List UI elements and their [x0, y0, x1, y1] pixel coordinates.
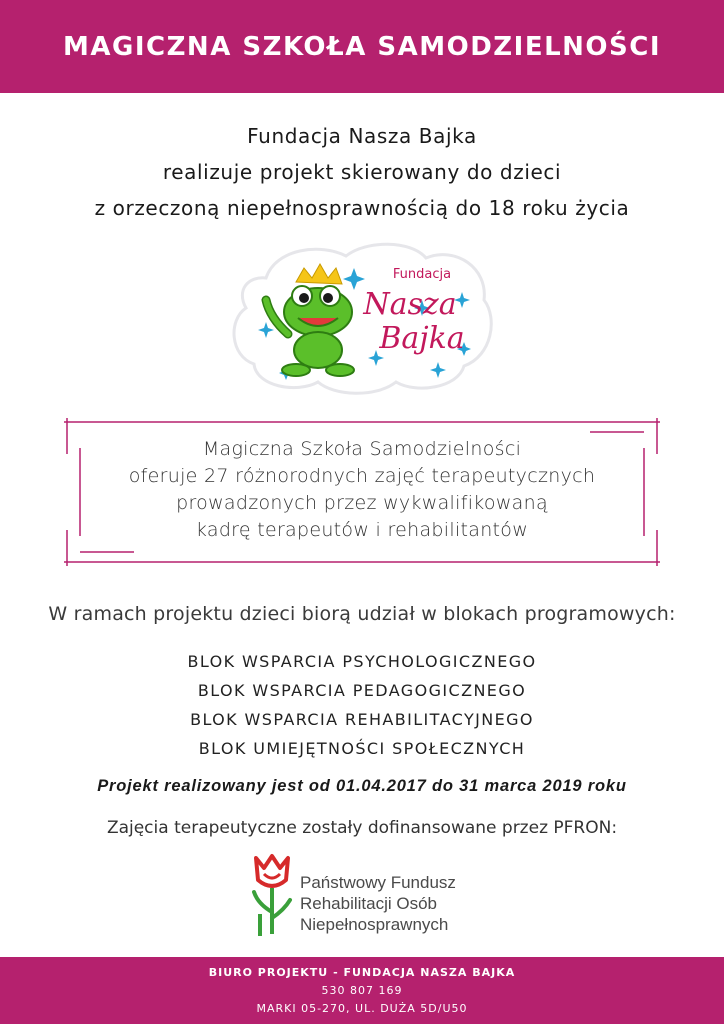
project-period: Projekt realizowany jest od 01.04.2017 do 31 marca 2019 roku [97, 777, 627, 795]
footer-phone: 530 807 169 [321, 984, 403, 997]
pfron-line: Państwowy Fundusz [300, 873, 456, 892]
logo-name-2: Bajka [379, 321, 465, 356]
blocks-list [0, 647, 724, 763]
offer-line: oferuje 27 różnorodnych zajęć terapeutycznych [128, 465, 596, 487]
list-item: BLOK WSPARCIA PEDAGOGICZNEGO [197, 681, 527, 700]
offer-box [64, 418, 660, 566]
page-title: MAGICZNA SZKOŁA SAMODZIELNOŚCI [62, 31, 661, 62]
funding-note: Zajęcia terapeutyczne zostały dofinansowane przez PFRON: [106, 818, 618, 838]
list-item: BLOK WSPARCIA REHABILITACYJNEGO [190, 710, 534, 729]
blocks-heading: W ramach projektu dzieci biorą udział w blokach programowych: [48, 603, 676, 625]
offer-line: prowadzonych przez wykwalifikowaną [176, 492, 548, 514]
intro-text [0, 118, 724, 226]
offer-line: Magiczna Szkoła Samodzielności [202, 438, 522, 460]
footer-office: BIURO PROJEKTU - FUNDACJA NASZA BAJKA [208, 966, 516, 979]
tulip-icon [246, 852, 298, 940]
pfron-line: Rehabilitacji Osób [300, 894, 438, 913]
logo-name-1: Nasza [363, 287, 457, 322]
list-item: BLOK WSPARCIA PSYCHOLOGICZNEGO [187, 652, 537, 671]
header-banner [0, 0, 724, 93]
footer-address: MARKI 05-270, UL. DUŻA 5D/U50 [256, 1002, 468, 1015]
logo-small-text: Fundacja [392, 267, 452, 282]
nasza-bajka-logo [226, 238, 498, 398]
intro-line: z orzeczoną niepełnosprawnością do 18 roku życia [94, 196, 630, 220]
intro-line: realizuje projekt skierowany do dzieci [162, 160, 562, 184]
pfron-line: Niepełnosprawnych [300, 915, 449, 934]
intro-line: Fundacja Nasza Bajka [247, 124, 477, 148]
list-item: BLOK UMIEJĘTNOŚCI SPOŁECZNYCH [198, 739, 526, 758]
offer-line: kadrę terapeutów i rehabilitantów [195, 519, 529, 541]
pfron-logo [246, 852, 486, 940]
footer [0, 957, 724, 1024]
